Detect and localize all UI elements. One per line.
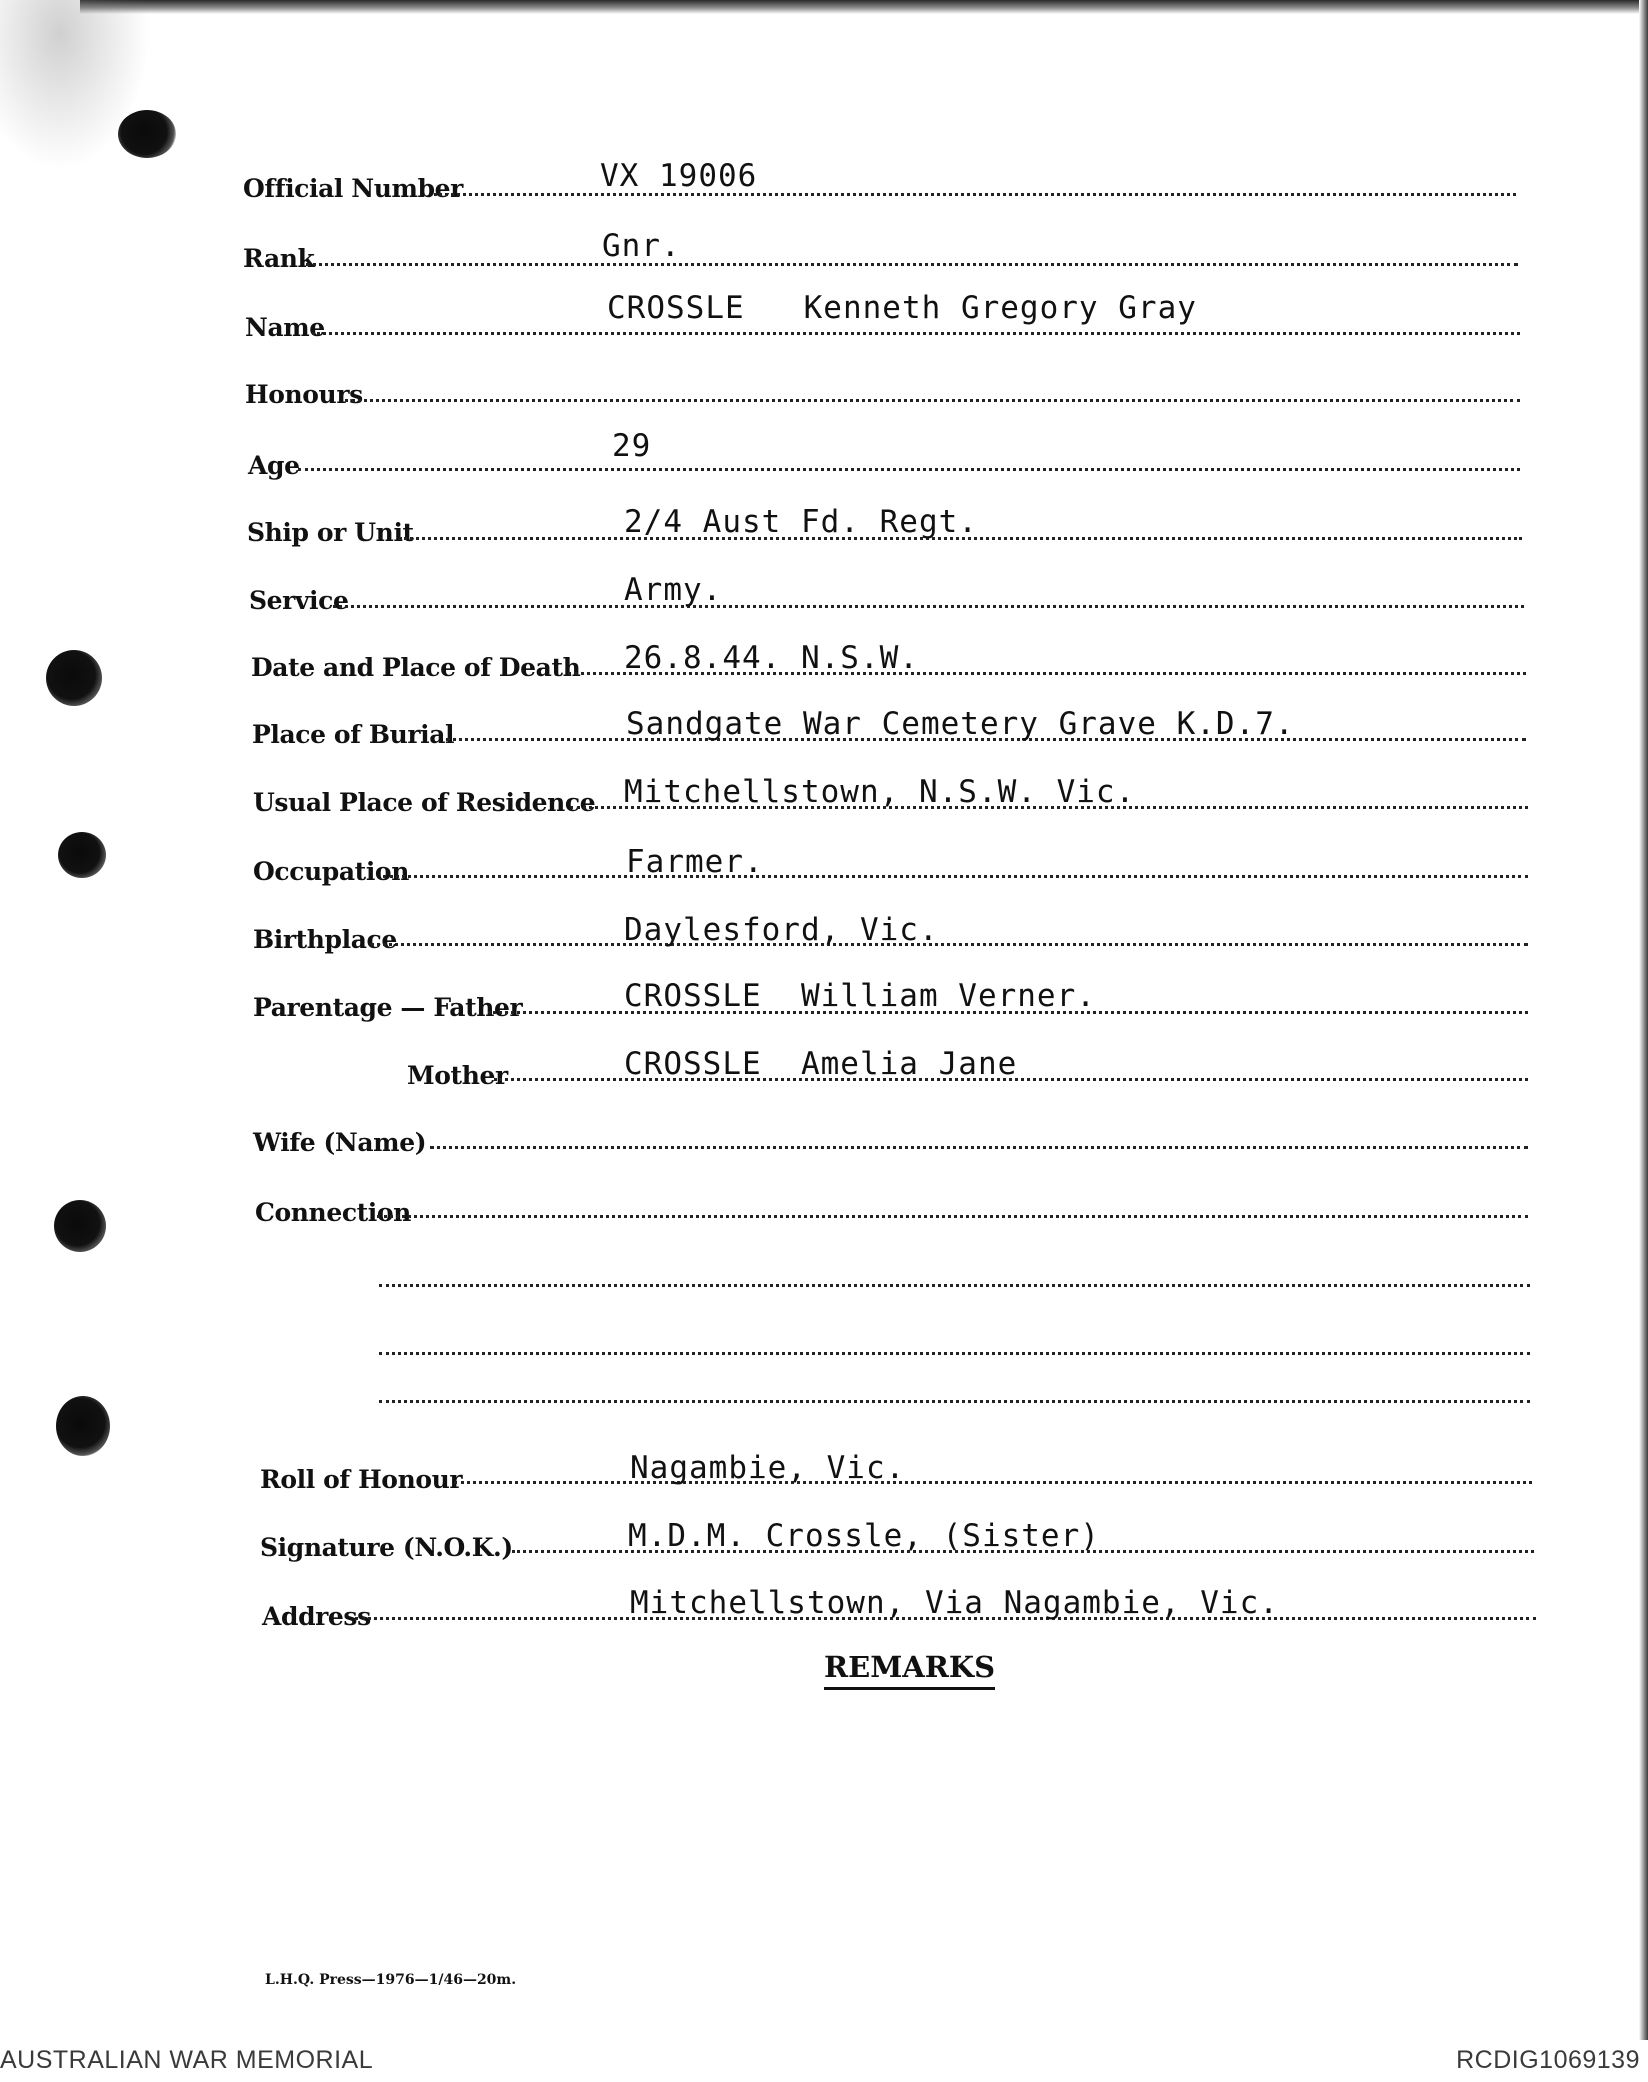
service-label: Service: [249, 586, 349, 615]
punch-hole: [46, 650, 102, 706]
roll-of-honour-label: Roll of Honour: [260, 1465, 463, 1494]
birthplace-line: [370, 943, 1528, 946]
connection-label: Connection: [255, 1198, 411, 1227]
rank-label: Rank: [243, 244, 315, 273]
address-value: Mitchellstown, Via Nagambie, Vic.: [630, 1585, 1279, 1621]
name-value: CROSSLE Kenneth Gregory Gray: [607, 290, 1197, 326]
official-number-value: VX 19006: [600, 158, 758, 194]
wife-line: [430, 1146, 1528, 1149]
roll-of-honour-line: [454, 1481, 1532, 1484]
rank-value: Gnr.: [602, 228, 681, 264]
scan-right-edge: [1639, 0, 1648, 2040]
name-line: [312, 332, 1520, 335]
occupation-line: [383, 875, 1528, 878]
blank-line: [379, 1352, 1530, 1355]
place-of-burial-label: Place of Burial: [252, 720, 455, 749]
punch-hole: [54, 1200, 106, 1252]
place-of-burial-value: Sandgate War Cemetery Grave K.D.7.: [626, 706, 1295, 742]
occupation-value: Farmer.: [626, 844, 764, 880]
signature-nok-label: Signature (N.O.K.): [260, 1533, 513, 1562]
service-value: Army.: [624, 572, 723, 608]
mother-label: Mother: [407, 1061, 508, 1090]
usual-residence-label: Usual Place of Residence: [253, 788, 596, 817]
punch-hole: [56, 1396, 110, 1456]
punch-hole: [118, 110, 176, 158]
blank-line: [379, 1284, 1530, 1287]
address-label: Address: [262, 1602, 371, 1631]
wife-label: Wife (Name): [253, 1128, 427, 1157]
roll-of-honour-value: Nagambie, Vic.: [630, 1450, 906, 1486]
father-value: CROSSLE William Verner.: [624, 978, 1096, 1014]
honours-label: Honours: [245, 380, 363, 409]
age-line: [298, 468, 1520, 471]
signature-nok-value: M.D.M. Crossle, (Sister): [628, 1518, 1100, 1554]
birthplace-value: Daylesford, Vic.: [624, 912, 939, 948]
printer-imprint: L.H.Q. Press—1976—1/46—20m.: [265, 1972, 517, 1988]
blank-line: [379, 1400, 1530, 1403]
official-number-label: Official Number: [243, 174, 463, 203]
rank-line: [306, 263, 1518, 266]
birthplace-label: Birthplace: [253, 925, 397, 954]
occupation-label: Occupation: [253, 857, 409, 886]
age-value: 29: [612, 428, 652, 464]
usual-residence-value: Mitchellstown, N.S.W. Vic.: [624, 774, 1136, 810]
ship-or-unit-label: Ship or Unit: [247, 518, 414, 547]
name-label: Name: [245, 313, 325, 342]
date-place-death-value: 26.8.44. N.S.W.: [624, 640, 919, 676]
connection-line: [377, 1215, 1528, 1218]
official-number-line: [434, 193, 1516, 196]
service-line: [333, 605, 1524, 608]
ship-or-unit-value: 2/4 Aust Fd. Regt.: [624, 504, 978, 540]
scan-top-edge: [80, 0, 1648, 14]
honours-line: [345, 399, 1520, 402]
punch-hole: [58, 832, 106, 878]
age-label: Age: [248, 451, 300, 480]
mother-value: CROSSLE Amelia Jane: [624, 1046, 1018, 1082]
record-id: RCDIG1069139: [1456, 2046, 1640, 2074]
archive-name: AUSTRALIAN WAR MEMORIAL: [0, 2046, 374, 2074]
father-label: Parentage — Father: [253, 993, 523, 1022]
date-place-death-label: Date and Place of Death: [251, 653, 581, 682]
remarks-heading: REMARKS: [824, 1650, 995, 1690]
